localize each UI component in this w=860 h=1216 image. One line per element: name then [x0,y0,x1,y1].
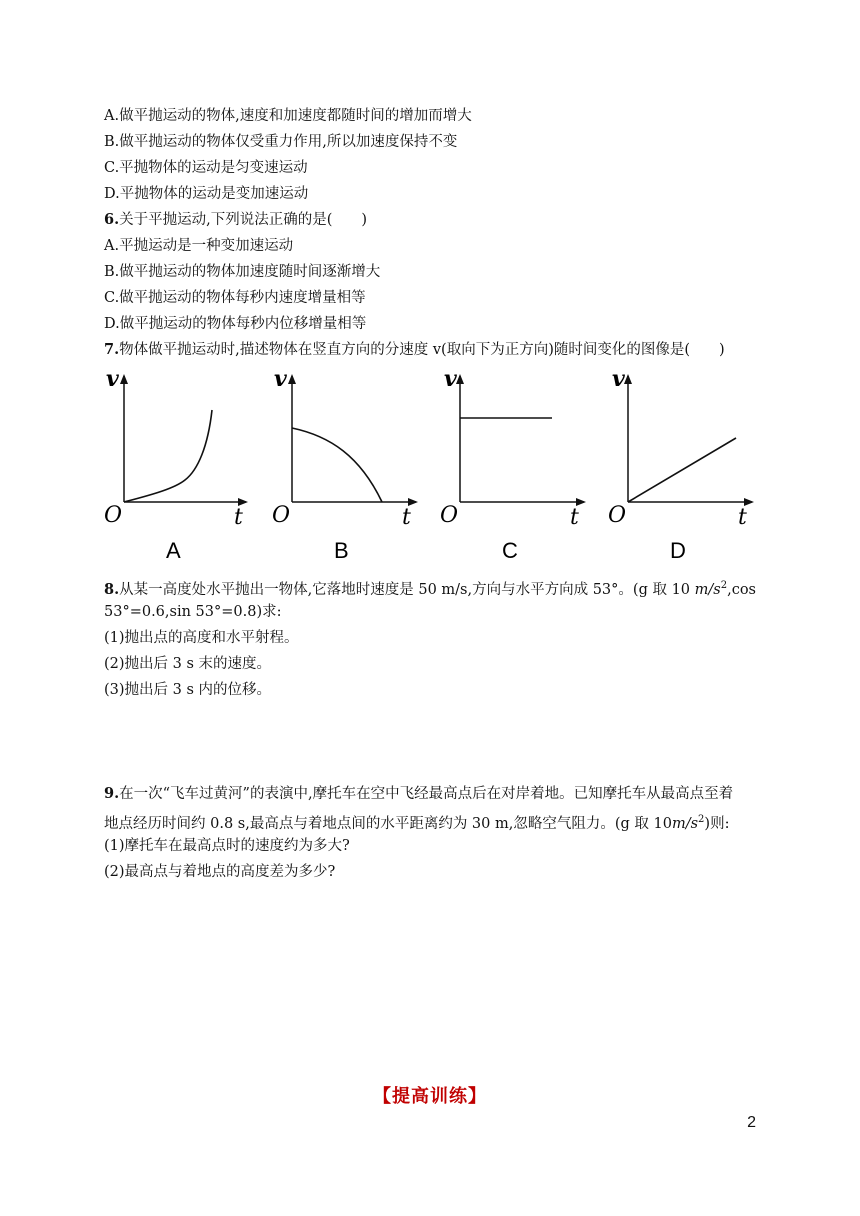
q9-unit-exp: 2 [698,814,705,825]
graph-b-option-label: B [334,538,349,563]
q6-option-a: A.平抛运动是一种变加速运动 [104,238,294,254]
q9-stem-c: )则: [704,815,730,832]
q9-stem-b: 地点经历时间约 0.8 s,最高点与着地点间的水平距离约为 30 m,忽略空气阻力。(g 取 10 [104,815,672,832]
q5-option-b: B.做平抛运动的物体仅受重力作用,所以加速度保持不变 [104,134,458,150]
q7-stem [104,340,725,360]
q8-part-1: (1)抛出点的高度和水平射程。 [104,630,299,646]
graph-d-x-label: t [738,505,747,530]
q8-number: 8. [104,580,120,598]
q6-stem-text: 关于平抛运动,下列说法正确的是( ) [119,212,368,228]
q8-part-3: (3)抛出后 3 s 内的位移。 [104,682,272,698]
q9-stem-a: 在一次“飞车过黄河”的表演中,摩托车在空中飞经最高点后在对岸着地。已知摩托车从最高点至着 [119,786,734,802]
graph-a-option-label: A [166,538,181,563]
q9-part-2: (2)最高点与着地点的高度差为多少? [104,864,336,880]
q8-stem-a: 从某一高度处水平抛出一物体,它落地时速度是 50 m/s,方向与水平方向成 53°。(g 取 10 [119,581,695,598]
graph-b-y-label: v [274,366,287,392]
q8-stem-line2: 53°=0.6,sin 53°=0.8)求: [104,604,282,620]
q8-unit: m/s [694,581,721,598]
q8-part-2: (2)抛出后 3 s 末的速度。 [104,656,272,672]
graph-d-line [628,438,736,502]
graph-a-y-label: v [106,366,119,392]
graph-a-x-label: t [234,505,243,530]
q7-number: 7. [104,341,120,358]
q6-option-c: C.做平抛运动的物体每秒内速度增量相等 [104,290,366,306]
graph-b-x-label: t [402,505,411,530]
q8-stem-line1 [104,576,756,600]
page-number: 2 [747,1114,756,1131]
q9-stem-line2 [104,810,729,834]
graph-d [606,366,756,566]
graph-b [270,366,420,566]
graph-c-y-label: v [444,366,457,392]
graph-a [100,366,250,566]
q9-unit: m/s [671,815,699,832]
q6-option-d: D.做平抛运动的物体每秒内位移增量相等 [104,316,367,332]
graph-d-origin: O [608,503,627,528]
graph-c [438,366,588,566]
q5-option-d: D.平抛物体的运动是变加速运动 [104,186,309,202]
q9-stem-line1 [104,784,733,804]
graph-c-x-label: t [570,505,579,530]
q6-option-b: B.做平抛运动的物体加速度随时间逐渐增大 [104,264,381,280]
q5-option-c: C.平抛物体的运动是匀变速运动 [104,160,308,176]
section-title: 【提高训练】 [373,1086,487,1107]
q8-stem-b: ,cos [727,581,756,598]
q6-number: 6. [104,211,120,228]
q6-stem [104,210,367,230]
graph-b-origin: O [272,503,291,528]
graph-b-curve [292,428,382,502]
graph-c-option-label: C [502,538,518,563]
graph-d-y-label: v [612,366,625,392]
graph-a-curve [124,410,212,502]
q7-stem-text: 物体做平抛运动时,描述物体在竖直方向的分速度 v(取向下为正方向)随时间变化的图像是( ) [119,342,725,358]
graph-c-origin: O [440,503,459,528]
q5-option-a: A.做平抛运动的物体,速度和加速度都随时间的增加而增大 [104,108,472,124]
graph-a-origin: O [104,503,123,528]
graph-d-option-label: D [670,538,686,563]
q8-unit-exp: 2 [720,580,728,591]
q9-part-1: (1)摩托车在最高点时的速度约为多大? [104,838,350,854]
q9-number: 9. [104,785,120,802]
